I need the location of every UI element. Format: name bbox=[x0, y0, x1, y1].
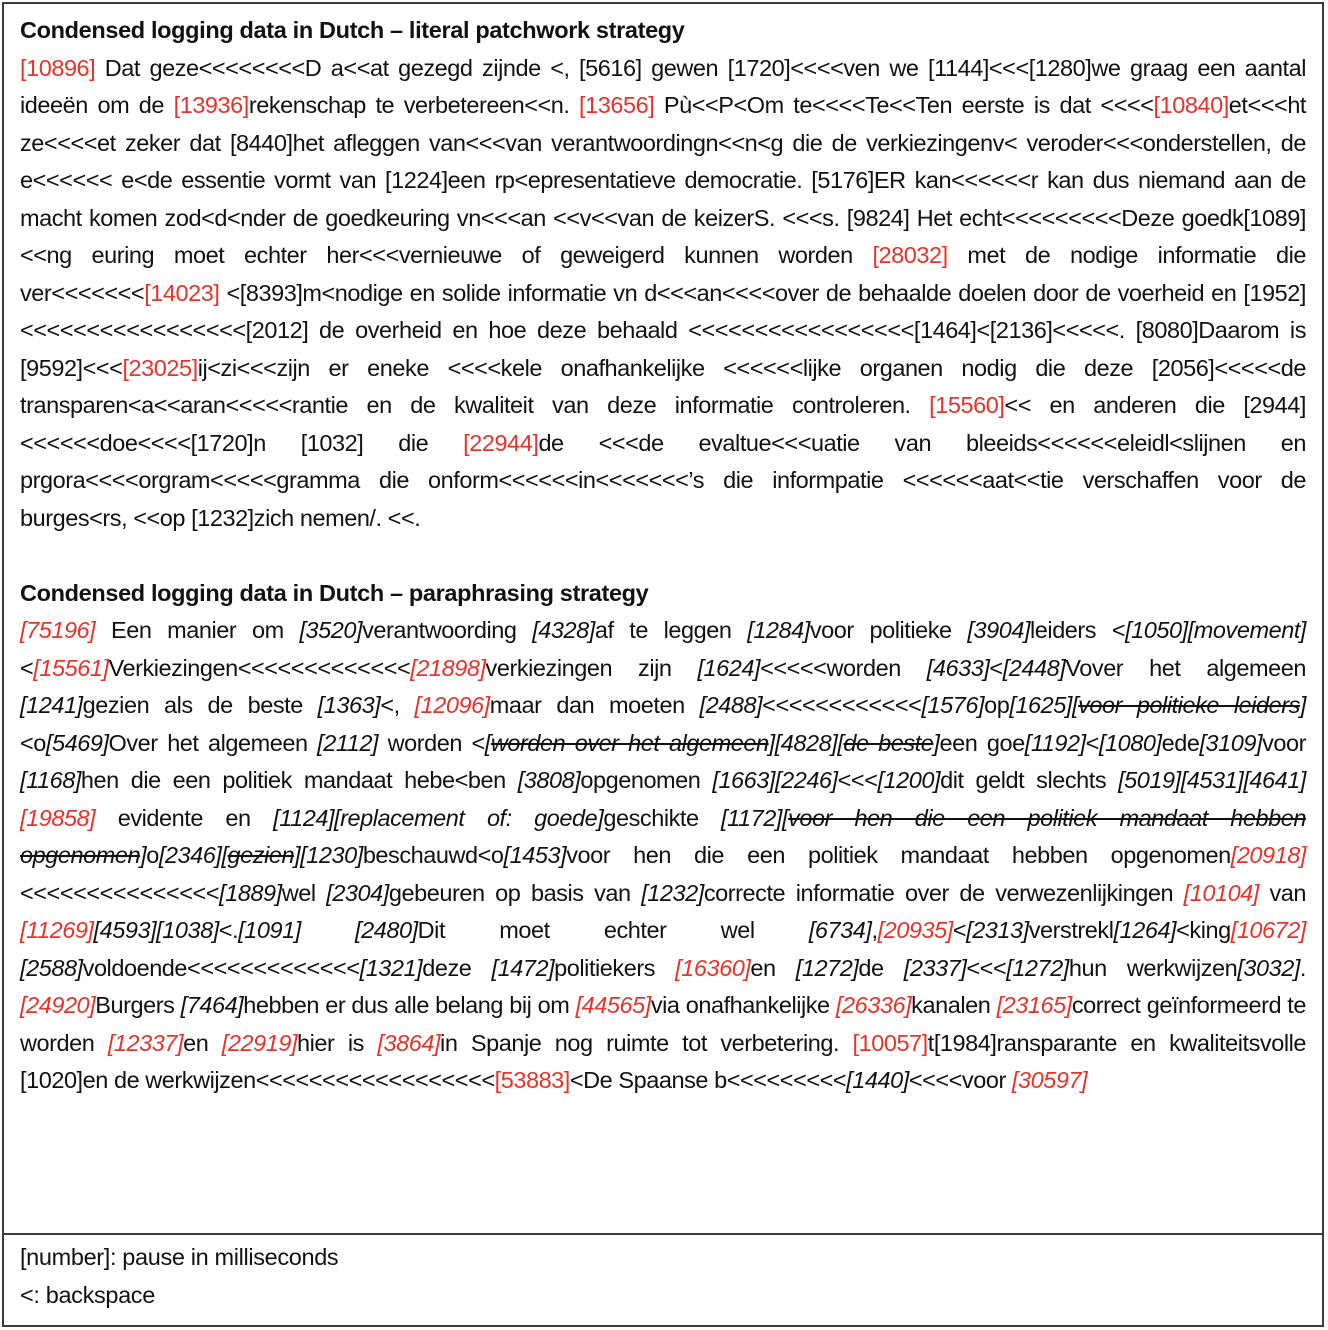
typed-text: en bbox=[750, 954, 796, 981]
typed-text: < bbox=[1085, 729, 1099, 756]
section-title-paraphrasing: Condensed logging data in Dutch – paraphrasing strategy bbox=[20, 579, 649, 606]
typed-text: hier is bbox=[297, 1029, 378, 1056]
typed-text: de bbox=[858, 954, 904, 981]
pause-marker: [1321] bbox=[359, 954, 423, 981]
long-pause-marker: [10057] bbox=[852, 1029, 928, 1056]
typed-text: op bbox=[984, 692, 1010, 718]
typed-text: Vover het algemeen bbox=[1065, 654, 1307, 681]
pause-marker: [3520] bbox=[299, 617, 363, 643]
typed-text: opgenomen bbox=[580, 767, 713, 793]
typed-text: af te leggen bbox=[594, 617, 748, 643]
long-pause-marker: [23165] bbox=[996, 992, 1072, 1018]
pause-marker: [1232] bbox=[641, 879, 704, 906]
pause-marker: [ bbox=[484, 729, 491, 756]
typed-text: <<<<voor bbox=[908, 1067, 1012, 1093]
deleted-text: worden over het algemeen bbox=[490, 729, 769, 756]
typed-text: <<<<<<<<<<<< bbox=[762, 692, 922, 718]
typed-text: <[8393]m<nodige en solide informatie vn d<<<an<<<<over de behaalde doelen door de voerheid en [1952]<<<<<<<<<<<<<<<<<[2012] de overheid en hoe deze behaald <<<<<<<<<<<<<<<<<[1464]<[2136]<<<<<. [8080]Daarom is [9592]<<< bbox=[20, 279, 1306, 381]
long-pause-marker: [12096] bbox=[414, 692, 490, 718]
long-pause-marker: [14023] bbox=[144, 279, 220, 306]
pause-marker: [4633] bbox=[926, 654, 990, 681]
pause-marker: [5469] bbox=[45, 729, 109, 756]
pause-marker: [1576] bbox=[921, 692, 985, 718]
typed-text: <<<<<<<<<<<<<<< bbox=[20, 879, 220, 906]
typed-text: <king bbox=[1176, 917, 1231, 943]
typed-text: met de nodige informatie die ver<<<<<<< bbox=[20, 242, 1306, 306]
logging-data-table bbox=[2, 2, 1324, 1327]
pause-marker: [1889] bbox=[219, 879, 282, 906]
typed-text: verstrekl bbox=[1028, 917, 1114, 943]
typed-text: ij<zi<<<zijn er eneke <<<<kele onafhankelijke <<<<<<lijke organen nodig die deze [2056]<<<<<de transparen<a<<aran<<<<<rantie en de kwaliteit van deze informatie controleren. bbox=[20, 354, 1306, 418]
pause-marker: [4593][1038] bbox=[93, 917, 219, 943]
typed-text: voor bbox=[1262, 729, 1306, 756]
pause-marker: [1172][ bbox=[721, 804, 789, 831]
long-pause-marker: [3864] bbox=[377, 1029, 441, 1056]
deleted-text: de beste bbox=[843, 729, 934, 756]
pause-marker: [3032] bbox=[1237, 954, 1300, 981]
pause-marker: [1472] bbox=[491, 954, 555, 981]
logging-text-paraphrasing bbox=[20, 612, 1306, 1100]
pause-marker: [2480] bbox=[355, 917, 418, 943]
legend-pause: [number]: pause in milliseconds bbox=[20, 1244, 339, 1270]
pause-marker: ] bbox=[1299, 692, 1306, 718]
typed-text: Over het algemeen bbox=[108, 729, 318, 756]
typed-text: hun werkwijzen bbox=[1068, 954, 1238, 981]
long-pause-marker: [11269] bbox=[20, 917, 94, 943]
typed-text: leiders < bbox=[1030, 617, 1126, 643]
typed-text: geschikte bbox=[603, 804, 722, 831]
typed-text: <, bbox=[380, 692, 415, 718]
pause-marker: [4328] bbox=[532, 617, 595, 643]
typed-text: verkiezingen zijn bbox=[485, 654, 698, 681]
typed-text: en bbox=[183, 1029, 222, 1056]
typed-text: . bbox=[1299, 954, 1306, 981]
deleted-text: voor hen die een politiek mandaat hebben opgenomen bbox=[20, 804, 1306, 868]
pause-marker: [1264] bbox=[1113, 917, 1177, 943]
deleted-text: gezien bbox=[227, 842, 295, 868]
long-pause-marker: [22944] bbox=[463, 429, 539, 456]
typed-text: <De Spaanse b<<<<<<<<< bbox=[569, 1067, 847, 1093]
long-pause-marker: [22919] bbox=[221, 1029, 298, 1056]
long-pause-marker: [23025] bbox=[122, 354, 198, 381]
typed-text: maar dan moeten bbox=[489, 692, 700, 718]
long-pause-marker: [10896] bbox=[20, 54, 96, 81]
pause-marker: ][4828][ bbox=[768, 729, 844, 756]
logging-data-cell bbox=[4, 4, 1322, 1235]
long-pause-marker: [16360] bbox=[675, 954, 751, 981]
typed-text: <<< bbox=[966, 954, 1007, 981]
long-pause-marker: [75196] bbox=[20, 617, 96, 643]
pause-marker: [2448] bbox=[1002, 654, 1066, 681]
long-pause-marker: [21898] bbox=[410, 654, 486, 681]
typed-text: politiekers bbox=[554, 954, 676, 981]
typed-text: beschauwd<o bbox=[362, 842, 504, 868]
typed-text: <. bbox=[218, 917, 239, 943]
pause-marker: [1624] bbox=[697, 654, 761, 681]
legend-backspace: <: backspace bbox=[20, 1281, 155, 1308]
typed-text: o bbox=[146, 842, 159, 868]
deleted-text: voor politieke leiders bbox=[1078, 692, 1300, 718]
typed-text: gezien als de beste bbox=[82, 692, 318, 718]
typed-text: correcte informatie over de verwezenlijkingen bbox=[703, 879, 1184, 906]
pause-marker: [2337] bbox=[903, 954, 967, 981]
typed-text: in Spanje nog ruimte tot verbetering. bbox=[440, 1029, 853, 1056]
typed-text bbox=[301, 917, 355, 943]
typed-text: << en anderen die [2944]<<<<<<doe<<<<[1720]n [1032] die bbox=[20, 392, 1306, 456]
typed-text: hebben er dus alle belang bij om bbox=[243, 992, 576, 1018]
typed-text: < bbox=[20, 654, 34, 681]
typed-text: Verkiezingen<<<<<<<<<<<<< bbox=[108, 654, 411, 681]
typed-text: Pù<<P<Om te<<<<Te<<Ten eerste is dat <<<< bbox=[654, 92, 1154, 118]
typed-text: <<<<<worden bbox=[760, 654, 927, 681]
typed-text: <<< bbox=[837, 767, 878, 793]
pause-marker: [1050][movement] bbox=[1125, 617, 1306, 643]
pause-marker: [1168] bbox=[20, 767, 81, 793]
pause-marker: [7464] bbox=[180, 992, 244, 1018]
typed-text: Een manier om bbox=[95, 617, 300, 643]
typed-text: verantwoording bbox=[362, 617, 533, 643]
pause-marker: [5019][4531][4641] bbox=[1118, 767, 1306, 793]
typed-text: et<<<ht ze<<<<et zeker dat [8440]het afleggen van<<<van verantwoordingn<<n<g die de verkiezingenv< veroder<<<onderstellen, de e<<<<<< e<de essentie vormt van [1224]een rp<epresentatieve democratie. [5176]ER kan<<<<<<r kan dus niemand aan de macht komen zod<d<nder de goedkeuring vn<<<an <<v<<van de keizerS. <<<s. [9824] Het echt<<<<<<<<<Deze goedk[1089]<<ng euring moet echter her<<<vernieuwe of geweigerd kunnen worden bbox=[20, 92, 1307, 268]
pause-marker: [3808] bbox=[517, 767, 581, 793]
pause-marker: [1284] bbox=[747, 617, 810, 643]
typed-text: evidente en bbox=[95, 804, 274, 831]
typed-text: Dit moet echter wel bbox=[417, 917, 809, 943]
pause-marker: [2112] bbox=[317, 729, 379, 756]
typed-text: Burgers bbox=[95, 992, 181, 1018]
pause-marker: [1625][ bbox=[1009, 692, 1079, 718]
long-pause-marker: [53883] bbox=[494, 1067, 570, 1093]
long-pause-marker: [10104] bbox=[1183, 879, 1259, 906]
pause-marker: [2488] bbox=[699, 692, 763, 718]
pause-marker: [1241] bbox=[20, 692, 83, 718]
long-pause-marker: [12337] bbox=[107, 1029, 184, 1056]
typed-text: hen die een politiek mandaat hebe<ben bbox=[80, 767, 518, 793]
long-pause-marker: [19858] bbox=[20, 804, 96, 831]
long-pause-marker: [15561] bbox=[33, 654, 109, 681]
pause-marker: ] bbox=[933, 729, 940, 756]
typed-text: voor politieke bbox=[809, 617, 968, 643]
long-pause-marker: [28032] bbox=[872, 242, 948, 268]
long-pause-marker: [13656] bbox=[579, 92, 655, 118]
pause-marker: [2304] bbox=[326, 879, 389, 906]
typed-text: ede bbox=[1161, 729, 1200, 756]
long-pause-marker: [20935] bbox=[877, 917, 953, 943]
long-pause-marker: [15560] bbox=[929, 392, 1005, 418]
long-pause-marker: [13936] bbox=[173, 92, 249, 118]
typed-text: een goe bbox=[939, 729, 1025, 756]
typed-text: <o bbox=[20, 729, 46, 756]
pause-marker: [3109] bbox=[1199, 729, 1263, 756]
section-title-literal-patchwork: Condensed logging data in Dutch – literal patchwork strategy bbox=[20, 17, 685, 43]
pause-marker: [6734] bbox=[808, 917, 872, 943]
typed-text: correct geïnformeerd te worden bbox=[20, 992, 1306, 1056]
pause-marker: [1091] bbox=[238, 917, 301, 943]
pause-marker: [1363] bbox=[317, 692, 381, 718]
pause-marker: ] bbox=[140, 842, 147, 868]
pause-marker: [1080] bbox=[1098, 729, 1162, 756]
typed-text: gebeuren op basis van bbox=[388, 879, 642, 906]
long-pause-marker: [20918] bbox=[1230, 842, 1306, 868]
pause-marker: [1272] bbox=[1006, 954, 1069, 981]
typed-text: dit geldt slechts bbox=[940, 767, 1119, 793]
pause-marker: [1440] bbox=[846, 1067, 909, 1093]
long-pause-marker: [26336] bbox=[835, 992, 912, 1018]
pause-marker: [1200] bbox=[877, 767, 941, 793]
typed-text: worden < bbox=[378, 729, 485, 756]
pause-marker: [2588] bbox=[20, 954, 83, 981]
long-pause-marker: [44565] bbox=[575, 992, 651, 1018]
typed-text: deze bbox=[422, 954, 492, 981]
legend-cell bbox=[4, 1235, 1322, 1325]
typed-text: rekenschap te verbetereen<<n. bbox=[248, 92, 580, 118]
typed-text: t[1984]ransparante en kwaliteitsvolle [1020]en de werkwijzen<<<<<<<<<<<<<<<<<< bbox=[20, 1029, 1306, 1093]
pause-marker: [1272] bbox=[795, 954, 859, 981]
pause-marker: [2313] bbox=[966, 917, 1029, 943]
long-pause-marker: [30597] bbox=[1011, 1067, 1088, 1093]
long-pause-marker: [10672] bbox=[1230, 917, 1306, 943]
typed-text: Dat geze<<<<<<<<D a<<at gezegd zijnde <, [5616] gewen [1720]<<<<ven we [1144]<<<[1280]we graag een aantal ideeën om de bbox=[20, 54, 1306, 118]
pause-marker: [2346][ bbox=[158, 842, 228, 868]
pause-marker: [1663][2246] bbox=[712, 767, 838, 793]
pause-marker: ][1230] bbox=[294, 842, 363, 868]
logging-text-literal-patchwork bbox=[20, 50, 1306, 538]
typed-text: wel bbox=[281, 879, 327, 906]
pause-marker: [1453] bbox=[503, 842, 567, 868]
typed-text: , bbox=[871, 917, 878, 943]
typed-text: de <<<de evaltue<<<uatie van bleeids<<<<<<eleidl<slijnen en prgora<<<<orgram<<<<<gramma die onform<<<<<<in<<<<<<<’s die informpatie <<<<<<aat<<tie verschaffen voor de burges<rs, <<op [1232]zich nemen/. <<. bbox=[20, 429, 1306, 531]
long-pause-marker: [10840] bbox=[1153, 92, 1229, 118]
long-pause-marker: [24920] bbox=[20, 992, 96, 1018]
typed-text: van bbox=[1258, 879, 1306, 906]
typed-text: < bbox=[989, 654, 1003, 681]
typed-text: < bbox=[952, 917, 967, 943]
typed-text: voor hen die een politiek mandaat hebben opgenomen bbox=[566, 842, 1231, 868]
typed-text: via onafhankelijke bbox=[650, 992, 836, 1018]
typed-text: kanalen bbox=[911, 992, 997, 1018]
pause-marker: [1192] bbox=[1024, 729, 1086, 756]
typed-text: voldoende<<<<<<<<<<<<< bbox=[82, 954, 360, 981]
section-spacer bbox=[20, 537, 1306, 575]
pause-marker: [1124][replacement of: goede] bbox=[273, 804, 604, 831]
pause-marker: [3904] bbox=[967, 617, 1031, 643]
